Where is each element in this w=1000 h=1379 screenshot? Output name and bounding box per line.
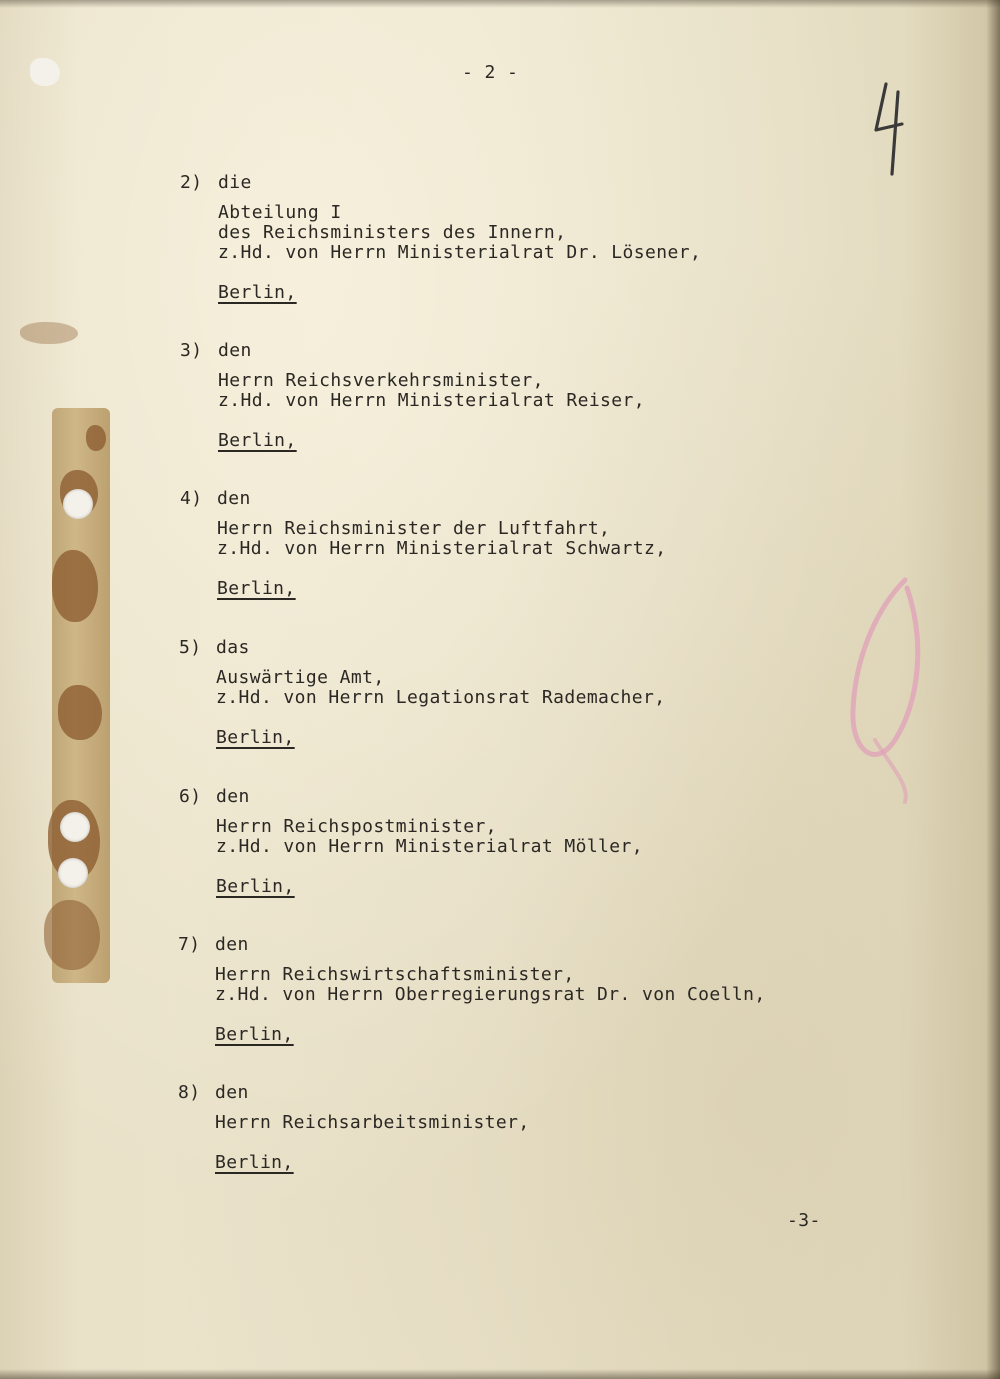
- page-edge-top: [0, 0, 1000, 8]
- recipient-line: Herrn Reichsarbeitsminister,: [215, 1112, 530, 1133]
- entry-article: das: [216, 637, 250, 658]
- recipient-line: Herrn Reichspostminister,: [216, 816, 497, 837]
- entry-article: den: [218, 340, 252, 361]
- rust-stain: [52, 550, 98, 622]
- entry-article: den: [215, 1082, 249, 1103]
- recipient-line: z.Hd. von Herrn Ministerialrat Möller,: [216, 836, 644, 857]
- recipient-line: Abteilung I: [218, 202, 342, 223]
- entry-number: 6): [179, 786, 202, 807]
- rust-stain: [86, 425, 106, 451]
- paper-tear: [30, 58, 60, 86]
- punch-hole: [63, 489, 93, 519]
- next-page-marker: -3-: [787, 1210, 821, 1231]
- recipient-line: z.Hd. von Herrn Ministerialrat Reiser,: [218, 390, 646, 411]
- rust-stain: [58, 685, 102, 740]
- recipient-line: z.Hd. von Herrn Legationsrat Rademacher,: [216, 687, 666, 708]
- entry-city: Berlin,: [215, 1152, 294, 1173]
- entry-number: 7): [178, 934, 201, 955]
- punch-hole: [58, 858, 88, 888]
- recipient-line: Herrn Reichswirtschaftsminister,: [215, 964, 575, 985]
- entry-article: die: [218, 172, 252, 193]
- entry-article: den: [215, 934, 249, 955]
- recipient-line: des Reichsministers des Innern,: [218, 222, 567, 243]
- handwritten-folio-number: [872, 78, 912, 178]
- recipient-line: Herrn Reichsverkehrsminister,: [218, 370, 544, 391]
- entry-article: den: [216, 786, 250, 807]
- entry-number: 8): [178, 1082, 201, 1103]
- entry-article: den: [217, 488, 251, 509]
- entry-city: Berlin,: [215, 1024, 294, 1045]
- rust-stain: [20, 322, 78, 344]
- entry-number: 4): [180, 488, 203, 509]
- entry-number: 2): [180, 172, 203, 193]
- punch-hole: [60, 812, 90, 842]
- page-edge-right: [986, 0, 1000, 1379]
- entry-city: Berlin,: [216, 727, 295, 748]
- recipient-line: z.Hd. von Herrn Ministerialrat Schwartz,: [217, 538, 667, 559]
- entry-number: 5): [179, 637, 202, 658]
- entry-city: Berlin,: [218, 430, 297, 451]
- page-edge-bottom: [0, 1369, 1000, 1379]
- entry-city: Berlin,: [218, 282, 297, 303]
- entry-number: 3): [180, 340, 203, 361]
- pink-pencil-mark: [835, 570, 945, 810]
- entry-city: Berlin,: [217, 578, 296, 599]
- entry-city: Berlin,: [216, 876, 295, 897]
- recipient-line: z.Hd. von Herrn Oberregierungsrat Dr. von Coelln,: [215, 984, 766, 1005]
- recipient-line: Herrn Reichsminister der Luftfahrt,: [217, 518, 611, 539]
- recipient-line: Auswärtige Amt,: [216, 667, 385, 688]
- rust-stain: [44, 900, 100, 970]
- recipient-line: z.Hd. von Herrn Ministerialrat Dr. Lösener,: [218, 242, 702, 263]
- page-number: - 2 -: [462, 62, 519, 83]
